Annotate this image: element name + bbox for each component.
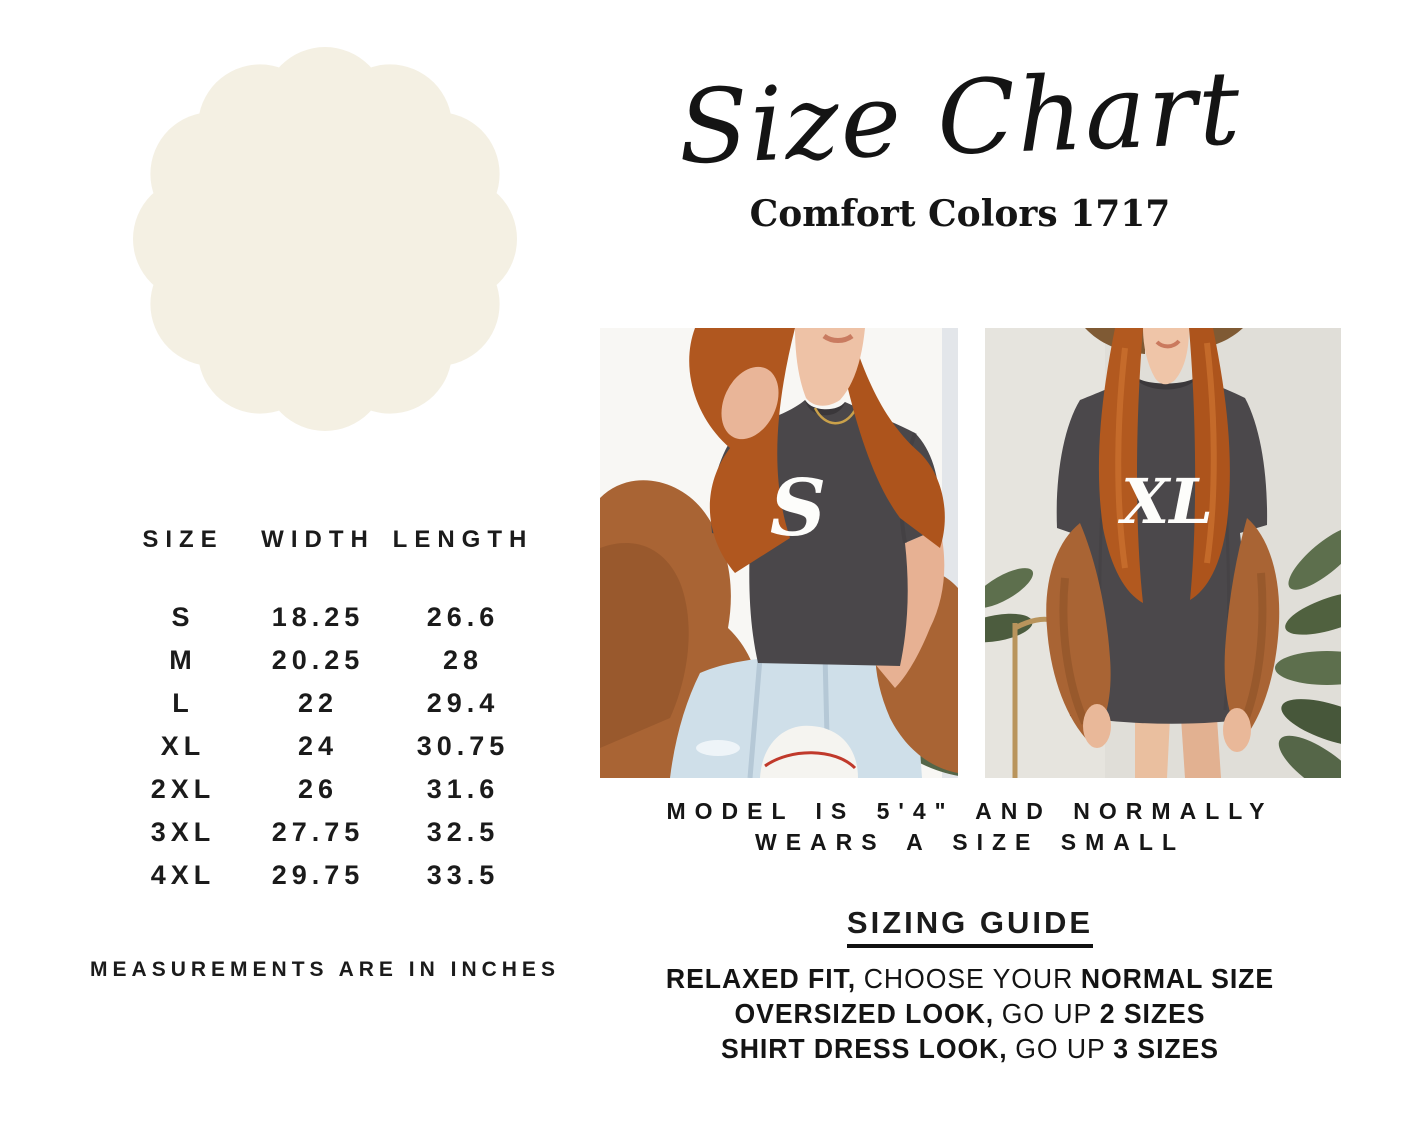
cell-width: 29.75 [271, 860, 365, 890]
scalloped-circle-badge [132, 46, 518, 432]
model-photo-size-s [600, 328, 958, 778]
hand-left [1083, 704, 1111, 748]
hand-right [1223, 708, 1251, 752]
cell-width: 26 [297, 774, 339, 804]
cell-length: 28 [442, 645, 484, 675]
table-row [118, 768, 538, 811]
cell-size: L [172, 688, 194, 718]
model-photo-size-xl [985, 328, 1341, 778]
cell-size: 4XL [150, 860, 216, 890]
cell-width: 27.75 [271, 817, 365, 847]
cell-width: 24 [297, 731, 339, 761]
sizing-guide-line-shirt-dress: SHIRT DRESS LOOK, GO UP 3 SIZES [720, 1033, 1219, 1064]
cell-size: XL [160, 731, 206, 761]
sizing-guide [620, 905, 1320, 1066]
col-header-width: WIDTH [261, 526, 375, 553]
shirt-size-letter-s: S [769, 463, 827, 554]
table-row [118, 811, 538, 854]
cell-width: 22 [297, 688, 339, 718]
table-row [118, 682, 538, 725]
page-subtitle: Comfort Colors 1717 [749, 192, 1171, 235]
cell-length: 32.5 [426, 817, 500, 847]
cell-size: 2XL [150, 774, 216, 804]
sizing-guide-heading: SIZING GUIDE [847, 905, 1093, 948]
cell-size: S [171, 602, 195, 632]
cell-length: 30.75 [416, 731, 510, 761]
model-note-line-2: WEARS A SIZE SMALL [754, 829, 1185, 855]
col-header-size: SIZE [142, 526, 224, 553]
sizing-guide-lines [620, 961, 1320, 1066]
header [600, 48, 1320, 235]
cell-length: 26.6 [426, 602, 500, 632]
cell-width: 18.25 [271, 602, 365, 632]
cell-length: 31.6 [426, 774, 500, 804]
cell-size: M [169, 645, 197, 675]
cell-length: 29.4 [426, 688, 500, 718]
size-table [118, 526, 538, 897]
sizing-guide-line-relaxed: RELAXED FIT, CHOOSE YOUR NORMAL SIZE [665, 963, 1275, 994]
sizing-guide-line-oversized: OVERSIZED LOOK, GO UP 2 SIZES [734, 998, 1206, 1029]
table-row [118, 639, 538, 682]
scallop-center [175, 89, 475, 389]
table-row [118, 725, 538, 768]
cell-width: 20.25 [271, 645, 365, 675]
table-row [118, 854, 538, 897]
col-header-length: LENGTH [392, 526, 534, 553]
cell-length: 33.5 [426, 860, 500, 890]
model-note-line-1: MODEL IS 5'4" AND NORMALLY [666, 798, 1274, 824]
model-note [620, 796, 1320, 858]
shirt-size-letter-xl: XL [1121, 465, 1213, 538]
measurements-footnote: MEASUREMENTS ARE IN INCHES [90, 958, 560, 981]
size-table-body [118, 596, 538, 897]
size-table-header-row [118, 526, 538, 554]
table-row [118, 596, 538, 639]
page-title: Size Chart [676, 49, 1244, 188]
cell-size: 3XL [150, 817, 216, 847]
